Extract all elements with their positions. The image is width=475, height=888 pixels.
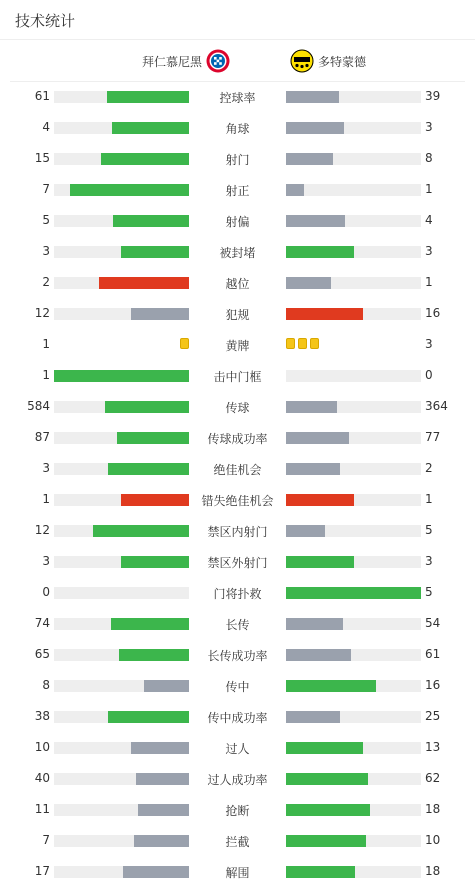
away-value: 0: [425, 368, 433, 382]
away-bar-fill: [286, 277, 331, 289]
home-bar-track: [54, 649, 189, 661]
away-bar-track: [286, 525, 421, 537]
stat-row: [0, 453, 475, 484]
yellow-card-icon: [286, 338, 295, 349]
home-value: 3: [42, 461, 50, 475]
stat-row: [0, 484, 475, 515]
away-bar-track: [286, 494, 421, 506]
away-bar-fill: [286, 866, 355, 878]
stat-row: [0, 236, 475, 267]
away-value: 54: [425, 616, 441, 630]
stat-row: [0, 608, 475, 639]
home-bar-fill: [144, 680, 189, 692]
away-value: 3: [425, 554, 433, 568]
stat-row: [0, 391, 475, 422]
away-bar-fill: [286, 711, 340, 723]
away-bar-fill: [286, 215, 345, 227]
home-bar-fill: [117, 432, 189, 444]
away-bar-fill: [286, 680, 376, 692]
home-bar-fill: [101, 153, 189, 165]
home-bar-track: [54, 525, 189, 537]
stat-row: [0, 546, 475, 577]
home-bar-track: [54, 308, 189, 320]
home-bar-track: [54, 804, 189, 816]
home-value: 40: [34, 771, 50, 785]
away-value: 5: [425, 585, 433, 599]
yellow-card-icon: [180, 338, 189, 349]
away-bar-fill: [286, 91, 339, 103]
away-bar-fill: [286, 525, 325, 537]
away-bar-track: [286, 370, 421, 382]
home-value: 1: [42, 368, 50, 382]
home-value: 584: [27, 399, 50, 413]
away-bar-track: [286, 866, 421, 878]
home-bar-fill: [121, 494, 189, 506]
away-value: 16: [425, 306, 441, 320]
home-bar-fill: [136, 773, 189, 785]
away-team-name: 多特蒙德: [318, 54, 367, 69]
home-bar-fill: [131, 742, 189, 754]
home-bar-track: [54, 153, 189, 165]
away-value: 1: [425, 182, 433, 196]
away-bar-fill: [286, 401, 337, 413]
stat-label: 射偏: [225, 215, 250, 229]
stat-label: 过人成功率: [207, 773, 268, 787]
stat-row: [0, 670, 475, 701]
home-value: 10: [34, 740, 50, 754]
away-bar-fill: [286, 153, 333, 165]
away-bar-fill: [286, 246, 354, 258]
away-value: 25: [425, 709, 441, 723]
home-value: 4: [42, 120, 50, 134]
home-value: 1: [42, 337, 50, 351]
away-bar-track: [286, 742, 421, 754]
stat-row: [0, 298, 475, 329]
away-value: 13: [425, 740, 441, 754]
away-bar-fill: [286, 184, 304, 196]
home-bar-fill: [108, 463, 189, 475]
home-bar-fill: [131, 308, 189, 320]
home-bar-fill: [99, 277, 189, 289]
away-bar-track: [286, 432, 421, 444]
away-value: 364: [425, 399, 448, 413]
away-bar-fill: [286, 432, 349, 444]
away-bar-fill: [286, 494, 354, 506]
away-value: 18: [425, 864, 441, 878]
stats-header: [0, 0, 475, 40]
away-bar-track: [286, 680, 421, 692]
away-value: 2: [425, 461, 433, 475]
home-bar-fill: [134, 835, 189, 847]
away-yellow-cards: [286, 338, 319, 349]
away-value: 18: [425, 802, 441, 816]
home-bar-fill: [119, 649, 189, 661]
home-bar-track: [54, 91, 189, 103]
away-bar-track: [286, 277, 421, 289]
stat-label: 射门: [225, 153, 250, 167]
bayern-munich-logo-icon: [206, 49, 230, 73]
home-bar-fill: [105, 401, 189, 413]
away-bar-track: [286, 835, 421, 847]
stat-row: [0, 701, 475, 732]
home-bar-fill: [112, 122, 189, 134]
stat-label: 控球率: [219, 91, 256, 105]
stat-row: [0, 143, 475, 174]
stat-label: 长传: [225, 618, 250, 632]
home-bar-track: [54, 494, 189, 506]
home-bar-fill: [111, 618, 189, 630]
stat-label: 错失绝佳机会: [201, 494, 274, 508]
stat-row: [0, 360, 475, 391]
home-bar-track: [54, 432, 189, 444]
away-bar-fill: [286, 804, 370, 816]
home-team[interactable]: [142, 49, 230, 73]
home-bar-track: [54, 401, 189, 413]
home-bar-track: [54, 215, 189, 227]
away-bar-track: [286, 804, 421, 816]
page-title: 技术统计: [15, 12, 76, 30]
stat-row: [0, 174, 475, 205]
home-bar-fill: [93, 525, 189, 537]
stat-row: [0, 856, 475, 887]
yellow-card-icon: [298, 338, 307, 349]
stat-label: 传中: [225, 680, 250, 694]
stat-label: 黄牌: [225, 339, 250, 353]
teams-header: [10, 41, 465, 82]
stat-row: [0, 81, 475, 112]
home-bar-fill: [107, 91, 189, 103]
away-value: 39: [425, 89, 441, 103]
home-value: 2: [42, 275, 50, 289]
home-value: 87: [34, 430, 50, 444]
stat-row: [0, 329, 475, 360]
stat-row: [0, 732, 475, 763]
home-value: 38: [34, 709, 50, 723]
stat-row: [0, 577, 475, 608]
stat-label: 绝佳机会: [213, 463, 262, 477]
home-bar-fill: [54, 370, 189, 382]
away-value: 1: [425, 492, 433, 506]
home-bar-track: [54, 587, 189, 599]
stat-label: 过人: [225, 742, 250, 756]
away-value: 62: [425, 771, 441, 785]
stat-label: 射正: [225, 184, 250, 198]
home-bar-fill: [121, 246, 189, 258]
home-bar-track: [54, 370, 189, 382]
stat-row: [0, 205, 475, 236]
stat-label: 传球: [225, 401, 250, 415]
stat-row: [0, 763, 475, 794]
away-bar-fill: [286, 742, 363, 754]
away-bar-track: [286, 463, 421, 475]
home-bar-track: [54, 277, 189, 289]
away-bar-track: [286, 649, 421, 661]
home-bar-track: [54, 773, 189, 785]
home-value: 1: [42, 492, 50, 506]
home-value: 17: [34, 864, 50, 878]
away-bar-track: [286, 773, 421, 785]
stat-row: [0, 422, 475, 453]
home-bar-track: [54, 184, 189, 196]
stat-label: 被封堵: [219, 246, 256, 260]
stat-label: 角球: [225, 122, 250, 136]
away-bar-track: [286, 618, 421, 630]
home-value: 15: [34, 151, 50, 165]
home-value: 3: [42, 554, 50, 568]
stat-label: 传中成功率: [207, 711, 268, 725]
home-bar-fill: [108, 711, 189, 723]
away-value: 61: [425, 647, 441, 661]
away-bar-track: [286, 401, 421, 413]
away-bar-track: [286, 556, 421, 568]
home-value: 12: [34, 523, 50, 537]
home-bar-fill: [113, 215, 189, 227]
home-bar-track: [54, 556, 189, 568]
away-bar-fill: [286, 649, 351, 661]
away-value: 16: [425, 678, 441, 692]
home-bar-track: [54, 742, 189, 754]
away-value: 77: [425, 430, 441, 444]
home-bar-fill: [123, 866, 189, 878]
home-value: 7: [42, 833, 50, 847]
home-value: 0: [42, 585, 50, 599]
away-bar-track: [286, 587, 421, 599]
home-bar-track: [54, 711, 189, 723]
stat-label: 拦截: [225, 835, 250, 849]
yellow-card-icon: [310, 338, 319, 349]
stat-row: [0, 794, 475, 825]
away-bar-track: [286, 308, 421, 320]
away-value: 3: [425, 244, 433, 258]
stat-label: 解围: [225, 866, 250, 880]
away-bar-fill: [286, 122, 344, 134]
away-bar-track: [286, 246, 421, 258]
stat-label: 禁区内射门: [207, 525, 268, 539]
away-value: 5: [425, 523, 433, 537]
away-bar-track: [286, 122, 421, 134]
home-value: 5: [42, 213, 50, 227]
home-value: 12: [34, 306, 50, 320]
home-bar-track: [54, 835, 189, 847]
home-value: 65: [34, 647, 50, 661]
home-bar-track: [54, 246, 189, 258]
stat-label: 犯规: [225, 308, 250, 322]
away-value: 1: [425, 275, 433, 289]
away-bar-fill: [286, 835, 366, 847]
stat-label: 禁区外射门: [207, 556, 268, 570]
away-bar-fill: [286, 556, 354, 568]
away-bar-fill: [286, 463, 340, 475]
stat-row: [0, 112, 475, 143]
away-bar-fill: [286, 773, 368, 785]
away-value: 3: [425, 337, 433, 351]
home-bar-track: [54, 463, 189, 475]
borussia-dortmund-logo-icon: [290, 49, 314, 73]
away-bar-fill: [286, 308, 363, 320]
stat-label: 抢断: [225, 804, 250, 818]
away-value: 4: [425, 213, 433, 227]
home-value: 3: [42, 244, 50, 258]
home-team-name: 拜仁慕尼黑: [141, 54, 202, 69]
away-value: 3: [425, 120, 433, 134]
stat-row: [0, 639, 475, 670]
away-value: 8: [425, 151, 433, 165]
away-bar-fill: [286, 587, 421, 599]
home-bar-track: [54, 122, 189, 134]
away-bar-fill: [286, 618, 343, 630]
home-value: 61: [34, 89, 50, 103]
home-bar-fill: [121, 556, 189, 568]
away-team[interactable]: [290, 49, 366, 73]
away-bar-track: [286, 153, 421, 165]
away-bar-track: [286, 711, 421, 723]
home-value: 74: [34, 616, 50, 630]
home-yellow-cards: [180, 338, 189, 349]
home-bar-track: [54, 866, 189, 878]
stat-label: 越位: [225, 277, 250, 291]
away-bar-track: [286, 215, 421, 227]
home-bar-fill: [70, 184, 189, 196]
home-bar-fill: [138, 804, 189, 816]
stat-label: 传球成功率: [207, 432, 268, 446]
home-value: 7: [42, 182, 50, 196]
home-bar-track: [54, 618, 189, 630]
stat-label: 击中门框: [213, 370, 262, 384]
stat-label: 门将扑救: [213, 587, 262, 601]
stat-row: [0, 515, 475, 546]
away-bar-track: [286, 184, 421, 196]
home-value: 11: [34, 802, 50, 816]
home-value: 8: [42, 678, 50, 692]
stat-label: 长传成功率: [207, 649, 268, 663]
away-value: 10: [425, 833, 441, 847]
home-bar-track: [54, 680, 189, 692]
stat-row: [0, 267, 475, 298]
away-bar-track: [286, 91, 421, 103]
stat-row: [0, 825, 475, 856]
